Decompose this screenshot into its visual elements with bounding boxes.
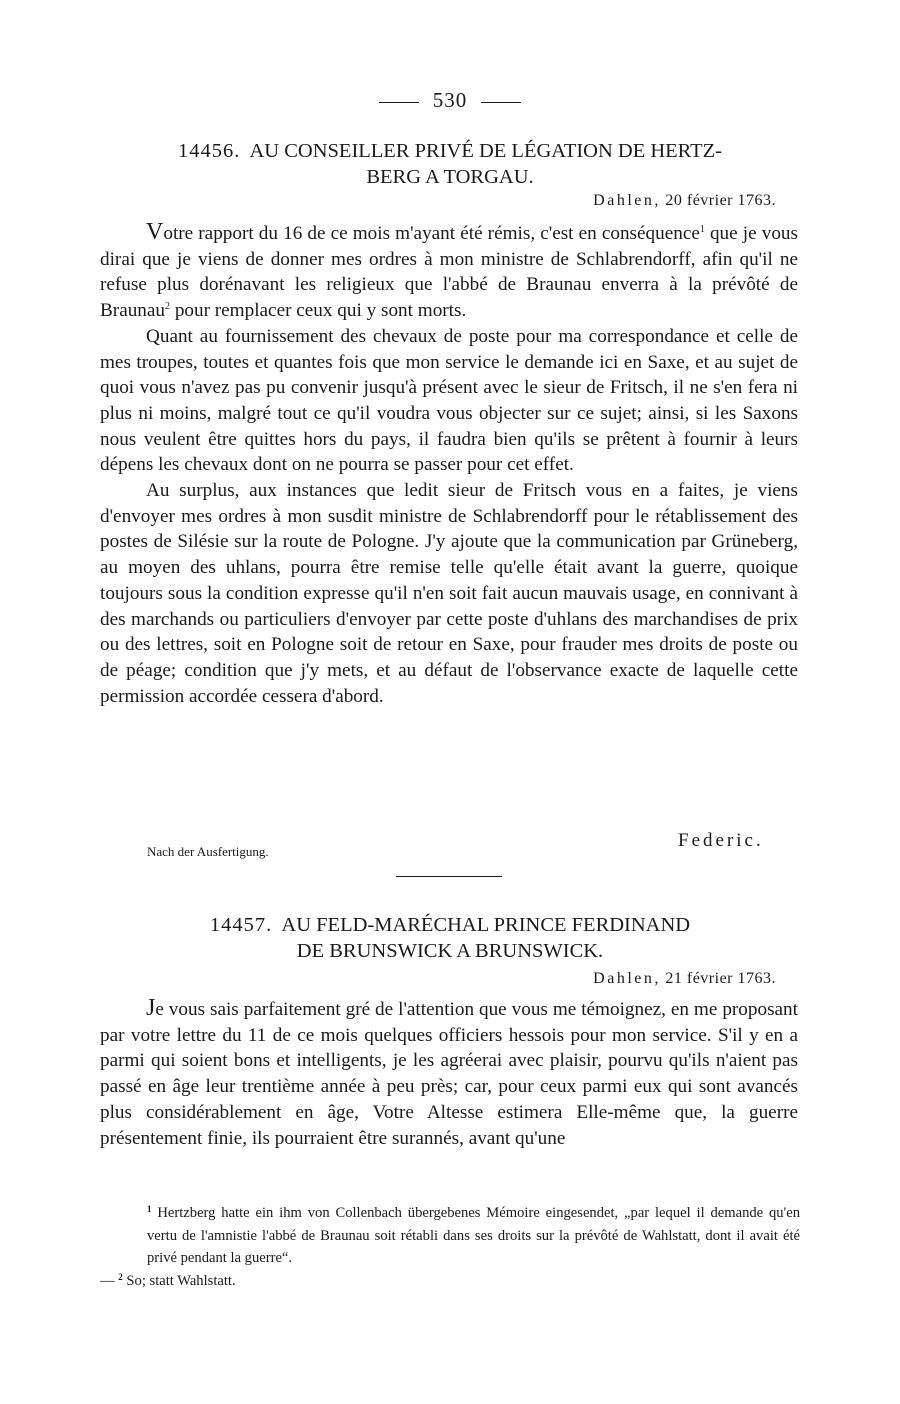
header-dash-left: [379, 102, 419, 103]
date-place: Dahlen,: [593, 192, 661, 209]
date-text: 21 février 1763.: [665, 970, 776, 987]
page-header: [0, 88, 900, 113]
title-line-1: AU FELD-MARÉCHAL PRINCE FERDINAND: [281, 914, 691, 936]
paragraph-1: [100, 996, 798, 1151]
letter-number: 14456.: [178, 140, 241, 162]
footnote-2-prefix: —: [100, 1272, 119, 1289]
letter-14457-title: [100, 912, 800, 964]
paragraph-1: [100, 220, 798, 324]
letter-14457-dateline: [593, 970, 776, 988]
signature: Federic.: [678, 830, 764, 851]
paragraph-1-text-b: que je vous dirai que je viens de donner mes ordres à mon ministre de Schlabrendorff, afin qu'il ne refuse plus dorénavant les religieux que l'abbé de Braunau enverra à la prévôté de Braunau: [100, 223, 798, 322]
initial-letter: V: [146, 219, 164, 245]
paragraph-3: Au surplus, aux instances que ledit sieur de Fritsch vous en a faites, je viens d'envoyer mes ordres à mon susdit ministre de Schlabrendorff pour le rétablissement des postes de Silésie sur la route de Pologne. J'y ajoute que la communication par Grüneberg, au moyen des uhlans, pourra être remise telle qu'elle était avant la guerre, quoique toujours sous la condition expresse qu'il n'en soit fait aucun mauvais usage, en connivant à des marchands ou particuliers d'envoyer par cette poste d'uhlans des marchandises de prix ou des lettres, soit en Pologne soit de retour en Saxe, pour frauder mes droits de poste ou de péage; condition que j'y mets, et au défaut de l'observance exacte de laquelle cette permission accordée cessera d'abord.: [100, 480, 798, 707]
footnote-2: [100, 1270, 800, 1293]
paragraph-2: Quant au fournissement des chevaux de poste pour ma correspondance et celle de mes troupes, toutes et quantes fois que mon service le demande ici en Saxe, et au sujet de quoi vous n'avez pas pu convenir jusqu'à présent avec le sieur de Fritsch, il ne s'en fera ni plus ni moins, malgré tout ce qu'il voudra vous objecter sur ce sujet; ainsi, si les Saxons nous veulent être quittes hors du pays, il faudra bien qu'ils se prêtent à fournir à leurs dépens les chevaux dont on ne pourra se passer pour cet effet.: [100, 325, 798, 476]
title-line-2: BERG A TORGAU.: [366, 166, 534, 188]
title-line-2: DE BRUNSWICK A BRUNSWICK.: [296, 940, 604, 962]
footnote-1: [100, 1202, 800, 1270]
page-number: 530: [432, 88, 468, 112]
header-dash-right: [481, 102, 521, 103]
date-text: 20 février 1763.: [665, 192, 776, 209]
section-divider: [396, 876, 502, 877]
footnote-ref-2[interactable]: 2: [165, 301, 171, 313]
footnotes: [100, 1202, 800, 1292]
paragraph-1-text-c: pour remplacer ceux qui y sont morts.: [170, 300, 467, 322]
paragraph-1-text: e vous sais parfaitement gré de l'attention que vous me témoignez, en me proposant par votre lettre du 11 de ce mois quelques officiers hessois pour mon service. S'il y en a parmi qui soient bons et intelligents, je les agréerai avec plaisir, pourvu qu'ils n'aient pas passé en âge leur trentième année à peu près; car, pour ceux parmi eux qui sont avancés plus considérablement en âge, Votre Altesse estimera Elle-même que, la guerre présentement finie, ils pourraient être surannés, avant qu'une: [100, 999, 798, 1149]
footnote-1-mark: 1: [147, 1204, 152, 1214]
letter-number: 14457.: [209, 914, 273, 936]
date-place: Dahlen,: [593, 970, 661, 987]
footnote-2-text: So; statt Wahlstatt.: [126, 1272, 236, 1289]
paragraph-1-text-a: otre rapport du 16 de ce mois m'ayant été rémis, c'est en conséquence: [163, 223, 700, 244]
footnote-1-text: Hertzberg hatte ein ihm von Collenbach übergebenes Mémoire eingesendet, „par lequel il demande qu'en vertu de l'amnistie l'abbé de Braunau soit rétabli dans ses droits sur la prévôté de Wahlstatt, dont il avait été privé pendant la guerre“.: [147, 1205, 800, 1266]
initial-letter: J: [146, 995, 156, 1021]
letter-14456-title: [100, 138, 800, 190]
source-note: Nach der Ausfertigung.: [147, 844, 269, 859]
letter-14457-body: [100, 996, 798, 1151]
letter-14456-body: [100, 220, 798, 709]
title-line-1: AU CONSEILLER PRIVÉ DE LÉGATION DE HERTZ-: [249, 140, 722, 162]
footnote-ref-1[interactable]: 1: [699, 224, 705, 235]
letter-14456-dateline: [593, 192, 776, 210]
footnote-2-mark: 2: [118, 1271, 123, 1282]
